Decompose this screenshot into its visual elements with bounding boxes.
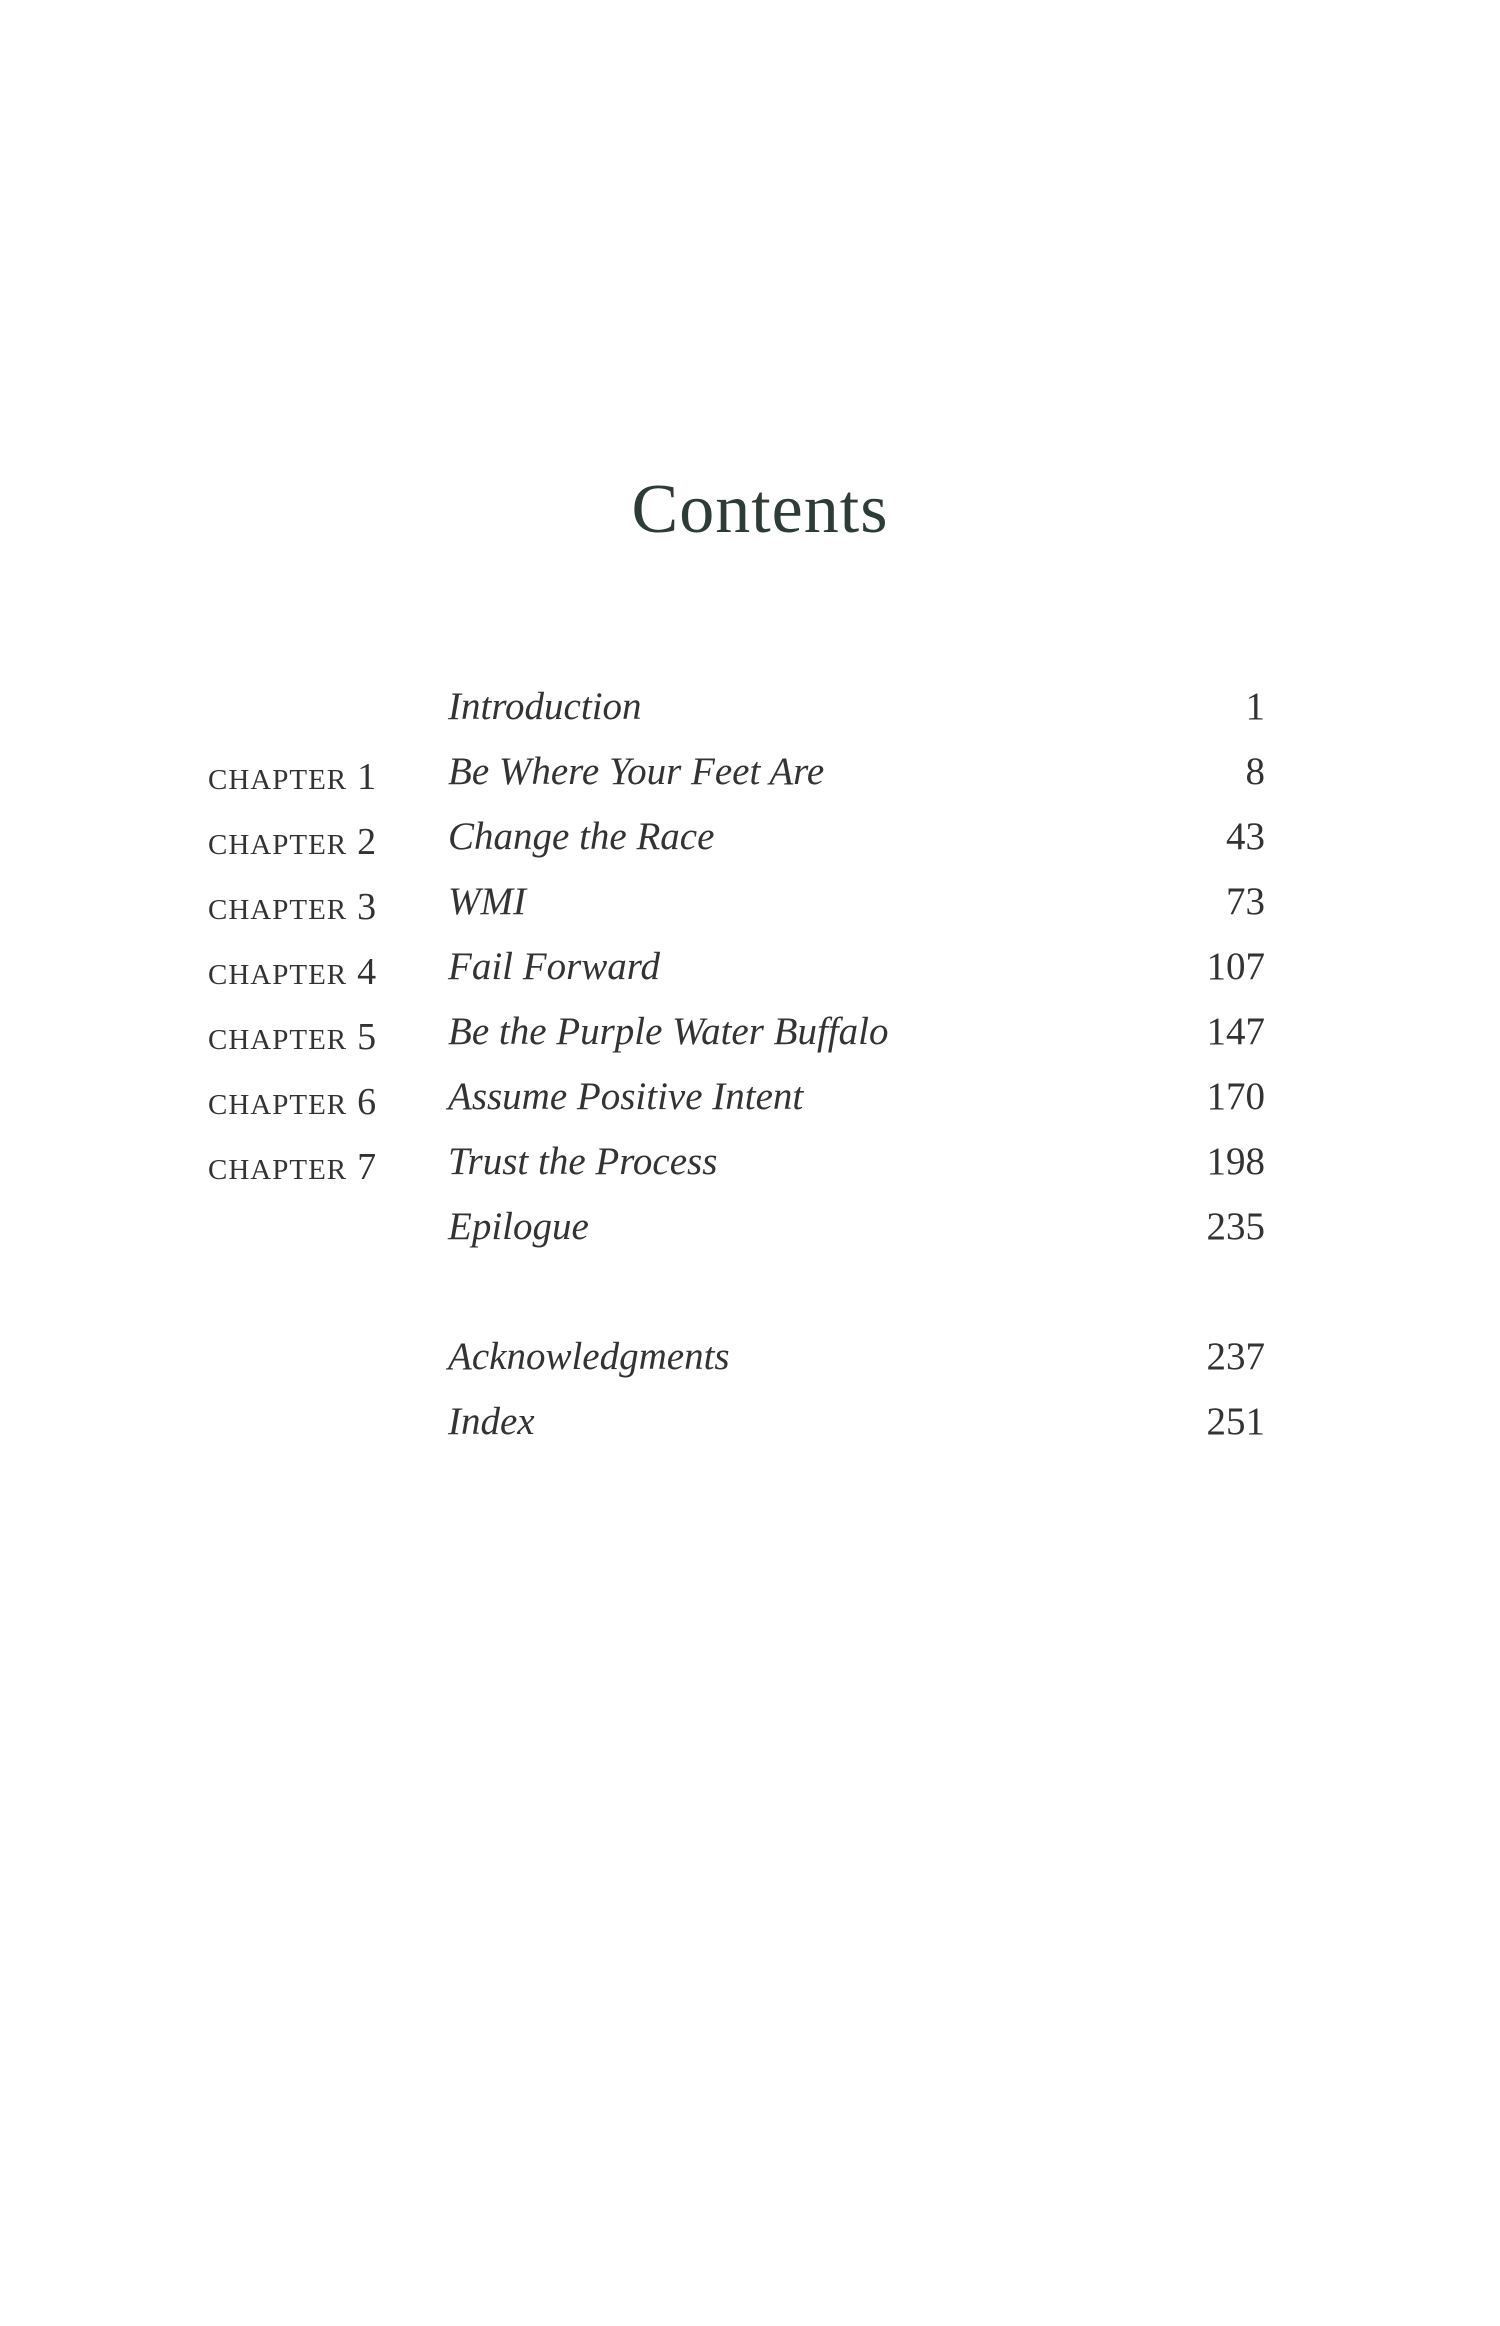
entry-title: Change the Race [448, 815, 715, 858]
toc-row-chapter-5 [0, 1005, 1500, 1070]
entry-title: Fail Forward [448, 945, 660, 988]
toc-row-index [0, 1395, 1500, 1460]
toc-row-chapter-1 [0, 745, 1500, 810]
toc-row-chapter-6 [0, 1070, 1500, 1135]
page-title: Contents [631, 471, 889, 548]
entry-title: Introduction [448, 685, 642, 728]
toc-row-chapter-2 [0, 810, 1500, 875]
page-number: 170 [1206, 1075, 1265, 1118]
chapter-label [208, 1145, 377, 1189]
entry-title: Index [448, 1400, 535, 1443]
entry-title: Be the Purple Water Buffalo [448, 1010, 889, 1053]
page-number: 198 [1206, 1140, 1265, 1183]
chapter-word: CHAPTER [208, 1024, 348, 1056]
chapter-label [208, 1015, 377, 1059]
chapter-number: 6 [357, 1081, 378, 1123]
chapter-label [208, 755, 377, 799]
page-number: 8 [1245, 750, 1265, 793]
toc-row-introduction [0, 680, 1500, 745]
toc-row-epilogue [0, 1200, 1500, 1265]
toc-row-chapter-4 [0, 940, 1500, 1005]
chapter-word: CHAPTER [208, 764, 348, 796]
chapter-number: 4 [357, 951, 378, 993]
page-number: 1 [1245, 685, 1265, 728]
chapter-label [208, 885, 377, 929]
chapter-number: 2 [357, 821, 378, 863]
chapter-label [208, 820, 377, 864]
entry-title: Be Where Your Feet Are [448, 750, 825, 793]
table-of-contents [0, 680, 1500, 1460]
chapter-number: 5 [357, 1016, 378, 1058]
entry-title: WMI [448, 880, 526, 923]
page-number: 237 [1206, 1335, 1265, 1378]
toc-row-chapter-7 [0, 1135, 1500, 1200]
page-number: 107 [1206, 945, 1265, 988]
chapter-word: CHAPTER [208, 1154, 348, 1186]
entry-title: Trust the Process [448, 1140, 718, 1183]
chapter-word: CHAPTER [208, 894, 348, 926]
page-number: 43 [1226, 815, 1265, 858]
chapter-number: 7 [357, 1146, 378, 1188]
chapter-label [208, 950, 377, 994]
chapter-word: CHAPTER [208, 959, 348, 991]
page-number: 73 [1226, 880, 1265, 923]
chapter-word: CHAPTER [208, 1089, 348, 1121]
chapter-word: CHAPTER [208, 829, 348, 861]
page-number: 147 [1206, 1010, 1265, 1053]
chapter-number: 1 [357, 756, 378, 798]
entry-title: Epilogue [448, 1205, 589, 1248]
toc-row-acknowledgments [0, 1330, 1500, 1395]
page-number: 251 [1206, 1400, 1265, 1443]
page-number: 235 [1206, 1205, 1265, 1248]
toc-row-chapter-3 [0, 875, 1500, 940]
chapter-label [208, 1080, 377, 1124]
entry-title: Acknowledgments [448, 1335, 730, 1378]
chapter-number: 3 [357, 886, 378, 928]
entry-title: Assume Positive Intent [448, 1075, 804, 1118]
